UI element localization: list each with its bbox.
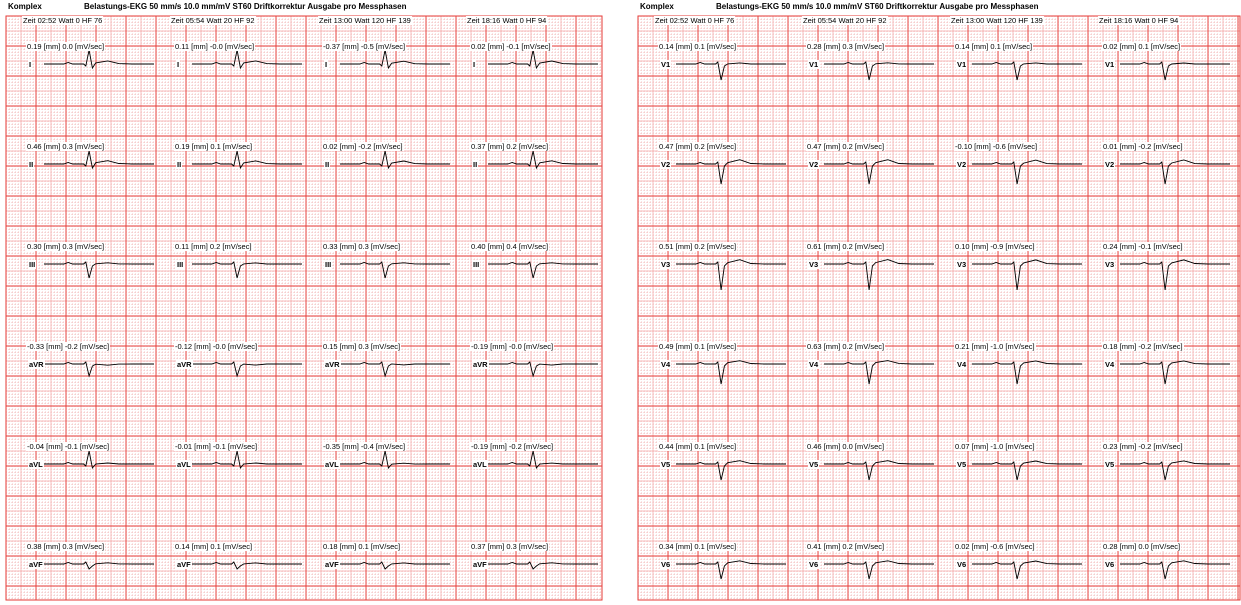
- ecg-trace-V4: [972, 361, 1082, 384]
- ecg-trace-III: [340, 262, 450, 278]
- lead-name-V1: V1: [661, 60, 671, 69]
- st-measurement: 0.41 [mm] 0.2 [mV/sec]: [807, 542, 885, 551]
- st-measurement: 0.47 [mm] 0.2 [mV/sec]: [807, 142, 885, 151]
- lead-name-V6: V6: [809, 560, 819, 569]
- st-measurement: 0.18 [mm] 0.1 [mV/sec]: [323, 542, 401, 551]
- komplex-label: Komplex: [8, 2, 42, 11]
- st-measurement: 0.02 [mm] -0.1 [mV/sec]: [471, 42, 551, 51]
- lead-name-V4: V4: [957, 360, 967, 369]
- st-measurement: -0.10 [mm] -0.6 [mV/sec]: [955, 142, 1038, 151]
- st-measurement: -0.12 [mm] -0.0 [mV/sec]: [175, 342, 258, 351]
- st-measurement: 0.15 [mm] 0.3 [mV/sec]: [323, 342, 401, 351]
- lead-name-V4: V4: [809, 360, 819, 369]
- lead-name-V1: V1: [1105, 60, 1115, 69]
- phase-label: Zeit 05:54 Watt 20 HF 92: [171, 16, 255, 25]
- lead-name-V4: V4: [1105, 360, 1115, 369]
- lead-name-III: III: [325, 260, 332, 269]
- ecg-trace-V3: [1120, 260, 1230, 290]
- lead-name-V5: V5: [661, 460, 671, 469]
- lead-name-II: II: [177, 160, 182, 169]
- ecg-trace-aVL: [192, 451, 302, 468]
- st-measurement: -0.33 [mm] -0.2 [mV/sec]: [27, 342, 110, 351]
- ecg-trace-II: [488, 151, 598, 168]
- lead-name-aVR: aVR: [177, 360, 192, 369]
- chest-leads-panel: [632, 0, 1241, 605]
- lead-name-V2: V2: [661, 160, 671, 169]
- lead-name-V5: V5: [1105, 460, 1115, 469]
- ecg-trace-V6: [824, 561, 934, 579]
- st-measurement: 0.28 [mm] 0.0 [mV/sec]: [1103, 542, 1181, 551]
- ecg-trace-aVL: [340, 451, 450, 468]
- st-measurement: 0.30 [mm] 0.3 [mV/sec]: [27, 242, 105, 251]
- lead-name-V1: V1: [957, 60, 967, 69]
- limb-leads-grid: [0, 0, 603, 605]
- phase-label: Zeit 02:52 Watt 0 HF 76: [23, 16, 103, 25]
- lead-name-I: I: [325, 60, 328, 69]
- ecg-trace-II: [192, 151, 302, 168]
- lead-name-aVF: aVF: [29, 560, 43, 569]
- st-measurement: 0.02 [mm] -0.6 [mV/sec]: [955, 542, 1035, 551]
- ecg-trace-V1: [824, 62, 934, 80]
- ecg-trace-V6: [1120, 561, 1230, 579]
- st-measurement: 0.63 [mm] 0.2 [mV/sec]: [807, 342, 885, 351]
- recording-settings-title: Belastungs-EKG 50 mm/s 10.0 mm/mV ST60 Driftkorrektur Ausgabe pro Messphasen: [716, 2, 1039, 11]
- st-measurement: -0.01 [mm] -0.1 [mV/sec]: [175, 442, 258, 451]
- ecg-trace-aVF: [340, 562, 450, 569]
- lead-name-aVL: aVL: [473, 460, 487, 469]
- ecg-trace-II: [340, 151, 450, 168]
- lead-name-V2: V2: [957, 160, 967, 169]
- lead-name-II: II: [29, 160, 34, 169]
- st-measurement: -0.37 [mm] -0.5 [mV/sec]: [323, 42, 406, 51]
- lead-name-V2: V2: [1105, 160, 1115, 169]
- lead-name-V3: V3: [661, 260, 671, 269]
- ecg-trace-aVR: [340, 362, 450, 376]
- st-measurement: 0.02 [mm] -0.2 [mV/sec]: [323, 142, 403, 151]
- phase-label: Zeit 05:54 Watt 20 HF 92: [803, 16, 887, 25]
- lead-name-aVL: aVL: [325, 460, 339, 469]
- st-measurement: 0.44 [mm] 0.1 [mV/sec]: [659, 442, 737, 451]
- lead-name-aVF: aVF: [177, 560, 191, 569]
- st-measurement: -0.35 [mm] -0.4 [mV/sec]: [323, 442, 406, 451]
- lead-name-aVR: aVR: [29, 360, 44, 369]
- lead-name-aVR: aVR: [473, 360, 488, 369]
- lead-name-II: II: [473, 160, 478, 169]
- ecg-trace-V3: [824, 260, 934, 290]
- lead-name-I: I: [29, 60, 32, 69]
- ecg-trace-V3: [676, 260, 786, 290]
- st-measurement: 0.34 [mm] 0.1 [mV/sec]: [659, 542, 737, 551]
- lead-name-aVL: aVL: [177, 460, 191, 469]
- phase-label: Zeit 02:52 Watt 0 HF 76: [655, 16, 735, 25]
- komplex-label: Komplex: [640, 2, 674, 11]
- lead-name-V3: V3: [957, 260, 967, 269]
- ecg-trace-aVR: [192, 362, 302, 376]
- lead-name-I: I: [177, 60, 180, 69]
- ecg-trace-V6: [972, 561, 1082, 579]
- st-measurement: 0.07 [mm] -1.0 [mV/sec]: [955, 442, 1035, 451]
- st-measurement: 0.24 [mm] -0.1 [mV/sec]: [1103, 242, 1183, 251]
- lead-name-V6: V6: [957, 560, 967, 569]
- st-measurement: 0.10 [mm] -0.9 [mV/sec]: [955, 242, 1035, 251]
- recording-settings-title: Belastungs-EKG 50 mm/s 10.0 mm/mV ST60 Driftkorrektur Ausgabe pro Messphasen: [84, 2, 407, 11]
- st-measurement: 0.33 [mm] 0.3 [mV/sec]: [323, 242, 401, 251]
- ecg-trace-I: [340, 50, 450, 68]
- lead-name-aVF: aVF: [473, 560, 487, 569]
- lead-name-V6: V6: [1105, 560, 1115, 569]
- chest-leads-grid: [632, 0, 1241, 605]
- phase-label: Zeit 18:16 Watt 0 HF 94: [1099, 16, 1179, 25]
- ecg-trace-V5: [972, 461, 1082, 480]
- ecg-trace-III: [44, 262, 154, 278]
- lead-name-V6: V6: [661, 560, 671, 569]
- ecg-trace-aVL: [488, 451, 598, 468]
- phase-label: Zeit 13:00 Watt 120 HF 139: [319, 16, 411, 25]
- ecg-trace-I: [192, 50, 302, 68]
- st-measurement: 0.38 [mm] 0.3 [mV/sec]: [27, 542, 105, 551]
- st-measurement: -0.19 [mm] -0.0 [mV/sec]: [471, 342, 554, 351]
- ecg-trace-III: [192, 262, 302, 278]
- ecg-grid-lines: [6, 16, 602, 600]
- st-measurement: 0.46 [mm] 0.3 [mV/sec]: [27, 142, 105, 151]
- st-measurement: 0.01 [mm] -0.2 [mV/sec]: [1103, 142, 1183, 151]
- st-measurement: 0.37 [mm] 0.2 [mV/sec]: [471, 142, 549, 151]
- lead-name-II: II: [325, 160, 330, 169]
- lead-name-V1: V1: [809, 60, 819, 69]
- panel-header: [8, 2, 603, 14]
- lead-name-V5: V5: [957, 460, 967, 469]
- phase-label: Zeit 13:00 Watt 120 HF 139: [951, 16, 1043, 25]
- st-measurement: 0.19 [mm] 0.1 [mV/sec]: [175, 142, 253, 151]
- st-measurement: 0.14 [mm] 0.1 [mV/sec]: [955, 42, 1033, 51]
- ecg-trace-V6: [676, 561, 786, 579]
- lead-name-I: I: [473, 60, 476, 69]
- ecg-trace-V2: [972, 160, 1082, 184]
- ecg-trace-aVR: [488, 362, 598, 376]
- ecg-trace-V5: [824, 461, 934, 480]
- ecg-trace-aVR: [44, 362, 154, 376]
- lead-name-aVR: aVR: [325, 360, 340, 369]
- ecg-trace-V4: [824, 361, 934, 384]
- ecg-trace-III: [488, 262, 598, 278]
- st-measurement: -0.19 [mm] -0.2 [mV/sec]: [471, 442, 554, 451]
- st-measurement: 0.28 [mm] 0.3 [mV/sec]: [807, 42, 885, 51]
- lead-name-V2: V2: [809, 160, 819, 169]
- st-measurement: 0.02 [mm] 0.1 [mV/sec]: [1103, 42, 1181, 51]
- ecg-trace-aVL: [44, 451, 154, 468]
- ecg-grid-lines: [638, 16, 1240, 600]
- lead-name-III: III: [177, 260, 184, 269]
- st-measurement: 0.14 [mm] 0.1 [mV/sec]: [175, 542, 253, 551]
- st-measurement: 0.21 [mm] -1.0 [mV/sec]: [955, 342, 1035, 351]
- lead-name-III: III: [473, 260, 480, 269]
- st-measurement: 0.23 [mm] -0.2 [mV/sec]: [1103, 442, 1183, 451]
- st-measurement: 0.51 [mm] 0.2 [mV/sec]: [659, 242, 737, 251]
- ecg-trace-V1: [972, 62, 1082, 80]
- lead-name-V3: V3: [809, 260, 819, 269]
- st-measurement: 0.14 [mm] 0.1 [mV/sec]: [659, 42, 737, 51]
- lead-name-aVL: aVL: [29, 460, 43, 469]
- st-measurement: -0.04 [mm] -0.1 [mV/sec]: [27, 442, 110, 451]
- ecg-trace-V3: [972, 260, 1082, 290]
- lead-name-III: III: [29, 260, 36, 269]
- panel-header: [640, 2, 1241, 14]
- lead-name-V5: V5: [809, 460, 819, 469]
- st-measurement: 0.46 [mm] 0.0 [mV/sec]: [807, 442, 885, 451]
- lead-name-V3: V3: [1105, 260, 1115, 269]
- st-measurement: 0.37 [mm] 0.3 [mV/sec]: [471, 542, 549, 551]
- lead-name-V4: V4: [661, 360, 671, 369]
- ecg-trace-II: [44, 151, 154, 168]
- st-measurement: 0.47 [mm] 0.2 [mV/sec]: [659, 142, 737, 151]
- st-measurement: 0.11 [mm] -0.0 [mV/sec]: [175, 42, 255, 51]
- st-measurement: 0.61 [mm] 0.2 [mV/sec]: [807, 242, 885, 251]
- phase-label: Zeit 18:16 Watt 0 HF 94: [467, 16, 547, 25]
- st-measurement: 0.40 [mm] 0.4 [mV/sec]: [471, 242, 549, 251]
- limb-leads-panel: [0, 0, 603, 605]
- st-measurement: 0.19 [mm] 0.0 [mV/sec]: [27, 42, 105, 51]
- st-measurement: 0.18 [mm] -0.2 [mV/sec]: [1103, 342, 1183, 351]
- lead-name-aVF: aVF: [325, 560, 339, 569]
- st-measurement: 0.11 [mm] 0.2 [mV/sec]: [175, 242, 252, 251]
- st-measurement: 0.49 [mm] 0.1 [mV/sec]: [659, 342, 737, 351]
